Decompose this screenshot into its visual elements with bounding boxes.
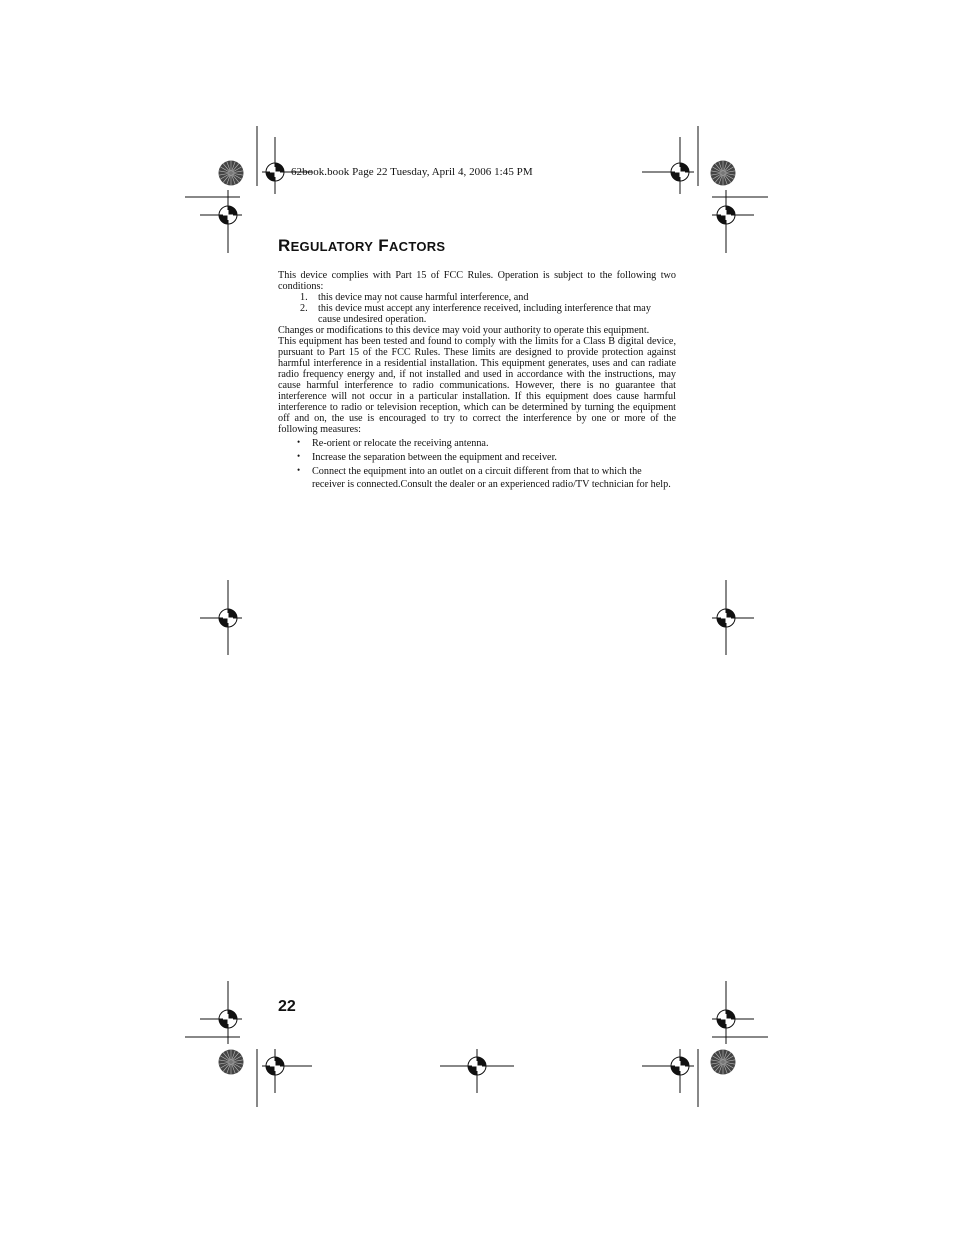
condition-text: this device must accept any interference received, including interference that may cause undesired operation. [318, 303, 651, 325]
measure-item [278, 465, 676, 491]
bullet-icon: • [297, 451, 301, 461]
condition-number: 1. [300, 292, 308, 303]
section-title [278, 236, 445, 256]
condition-item [278, 292, 676, 303]
bullet-icon: • [297, 465, 301, 475]
title-rest-egulatory: EGULATORY [290, 239, 374, 254]
condition-number: 2. [300, 303, 308, 314]
title-rest-actors: ACTORS [388, 239, 446, 254]
title-cap-f: F [378, 236, 389, 255]
warning-paragraph: Changes or modifications to this device may void your authority to operate this equipment. [278, 325, 650, 336]
measure-text: Re-orient or relocate the receiving antenna. [312, 438, 489, 449]
bullet-icon: • [297, 437, 301, 447]
measure-item [278, 437, 676, 450]
measure-text: Increase the separation between the equipment and receiver. [312, 452, 557, 463]
running-head: 62book.book Page 22 Tuesday, April 4, 2006 1:45 PM [291, 166, 533, 178]
condition-text: this device may not cause harmful interference, and [318, 292, 529, 303]
page-number: 22 [278, 998, 296, 1015]
body-text [278, 270, 676, 492]
title-cap-r: R [278, 236, 291, 255]
measures-list [278, 437, 676, 491]
conditions-list [278, 292, 676, 325]
condition-item [278, 303, 676, 325]
measure-item [278, 451, 676, 464]
measure-text: Connect the equipment into an outlet on a circuit different from that to which the receiver is connected.Consult the dealer or an experienced radio/TV technician for help. [312, 466, 671, 490]
intro-paragraph: This device complies with Part 15 of FCC Rules. Operation is subject to the following two conditions: [278, 270, 676, 292]
fcc-statement: This equipment has been tested and found to comply with the limits for a Class B digital device, pursuant to Part 15 of the FCC Rules. These limits are designed to provide protection against harmful interference in a residential installation. This equipment generates, uses and can radiate radio frequency energy and, if not installed and used in accordance with the instructions, may cause harmful interference to radio communications. However, there is no guarantee that interference will not occur in a particular installation. If this equipment does cause harmful interference to radio or television reception, which can be determined by turning the equipment off and on, the use is encouraged to try to correct the interference by one or more of the following measures: [278, 336, 676, 435]
